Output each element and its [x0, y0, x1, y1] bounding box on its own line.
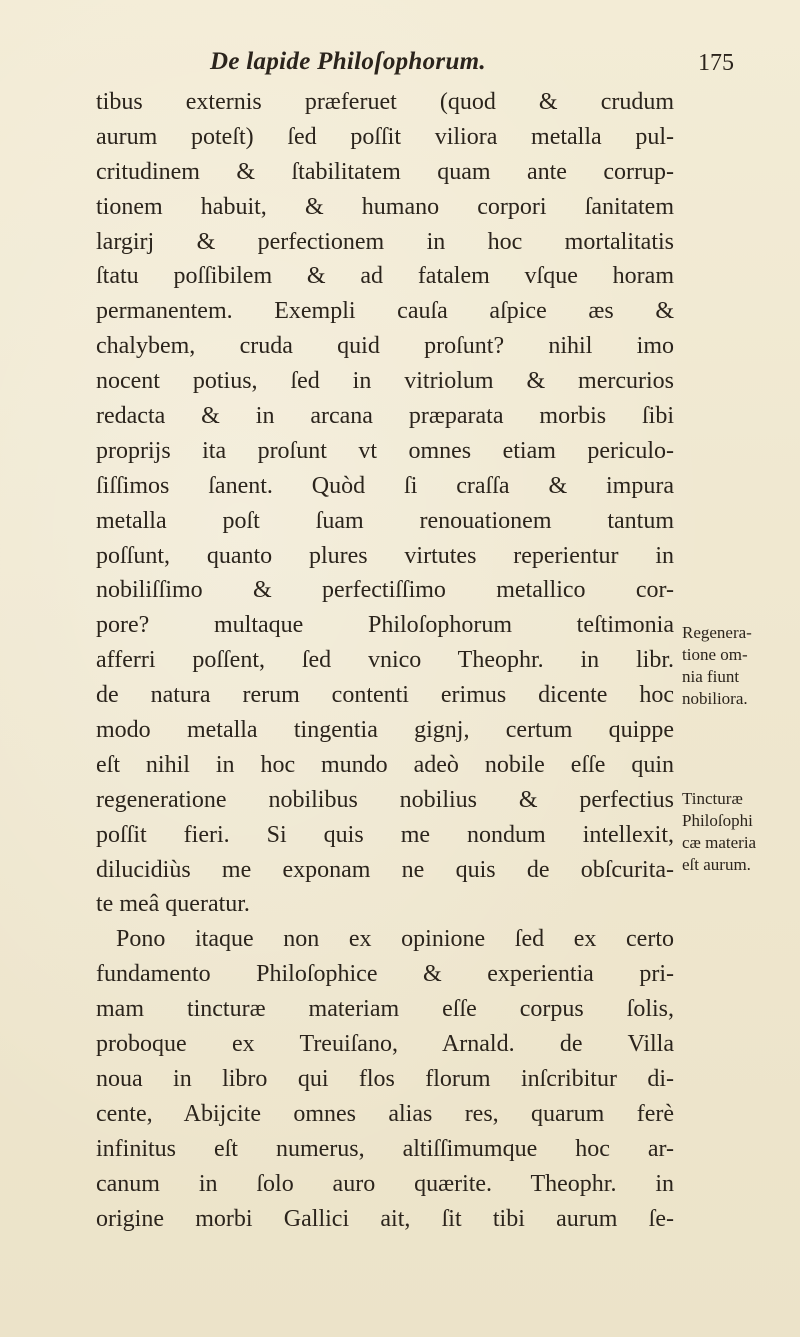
page-number: 175 — [698, 50, 734, 76]
text-line: nobiliſſimo & perfectiſſimo metallico cor- — [96, 577, 674, 604]
text-line: modo metalla tingentia gignj, certum quippe — [96, 717, 674, 744]
text-line: tibus externis præferuet (quod & crudum — [96, 89, 674, 115]
text-line: largirj & perfectionem in hoc mortalitatis — [96, 228, 674, 255]
text-line: nocent potius, ſed in vitriolum & mercurios — [96, 368, 674, 395]
text-line: ſtatu poſſibilem & ad fatalem vſque horam — [96, 263, 674, 290]
margin-note-line: nobiliora. — [682, 689, 748, 708]
body-text — [96, 85, 674, 1236]
margin-note-line: Regenera- — [682, 623, 752, 642]
text-line: de natura rerum contenti erimus dicente hoc — [96, 682, 674, 709]
text-line: ſiſſimos ſanent. Quòd ſi craſſa & impura — [96, 472, 674, 499]
text-line: pore? multaque Philoſophorum teſtimonia — [96, 612, 674, 639]
margin-note-line: nia fiunt — [682, 667, 740, 686]
text-line: proboque ex Treuiſano, Arnald. de Villa — [96, 1031, 674, 1058]
text-line: regeneratione nobilibus nobilius & perfectius — [96, 786, 674, 813]
text-line: redacta & in arcana præparata morbis ſibi — [96, 403, 674, 430]
text-line: afferri poſſent, ſed vnico Theophr. in libr. — [96, 647, 674, 674]
text-line: critudinem & ſtabilitatem quam ante corrup- — [96, 158, 674, 185]
margin-note-line: cæ materia — [682, 833, 757, 852]
text-line: poſſit fieri. Si quis me nondum intellexit, — [96, 821, 674, 848]
text-line: origine morbi Gallici ait, ſit tibi aurum ſe- — [96, 1205, 674, 1232]
running-head-title: De lapide Philoſophorum. — [210, 48, 486, 75]
text-line: permanentem. Exempli cauſa aſpice æs & — [96, 298, 674, 325]
text-line: fundamento Philoſophice & experientia pri- — [96, 961, 674, 988]
text-line: chalybem, cruda quid proſunt? nihil imo — [96, 333, 674, 360]
text-line: infinitus eſt numerus, altiſſimumque hoc ar- — [96, 1135, 674, 1162]
margin-note-line: eſt aurum. — [682, 855, 751, 874]
text-line: metalla poſt ſuam renouationem tantum — [96, 507, 674, 534]
text-line: dilucidiùs me exponam ne quis de obſcurita- — [96, 856, 674, 883]
margin-note-regeneration — [682, 622, 792, 710]
text-line: poſſunt, quanto plures virtutes reperientur in — [96, 542, 674, 569]
text-line: aurum poteſt) ſed poſſit viliora metalla pul- — [96, 123, 674, 150]
text-line: cente, Abijcite omnes alias res, quarum ferè — [96, 1100, 674, 1127]
margin-note-tincture — [682, 788, 792, 876]
text-line: te meâ queratur. — [96, 891, 250, 918]
text-line: canum in ſolo auro quærite. Theophr. in — [96, 1170, 674, 1197]
text-line: Pono itaque non ex opinione ſed ex certo — [116, 926, 674, 953]
text-line: mam tincturæ materiam eſſe corpus ſolis, — [96, 996, 674, 1023]
margin-note-line: tione om- — [682, 645, 748, 664]
running-head — [0, 48, 800, 82]
text-line: tionem habuit, & humano corpori ſanitatem — [96, 193, 674, 220]
margin-note-line: Philoſophi — [682, 811, 753, 830]
text-line: eſt nihil in hoc mundo adeò nobile eſſe quin — [96, 751, 674, 778]
margin-note-line: Tincturæ — [682, 789, 743, 808]
text-line: noua in libro qui flos florum inſcribitur di- — [96, 1065, 674, 1092]
text-line: proprijs ita proſunt vt omnes etiam periculo- — [96, 437, 674, 464]
